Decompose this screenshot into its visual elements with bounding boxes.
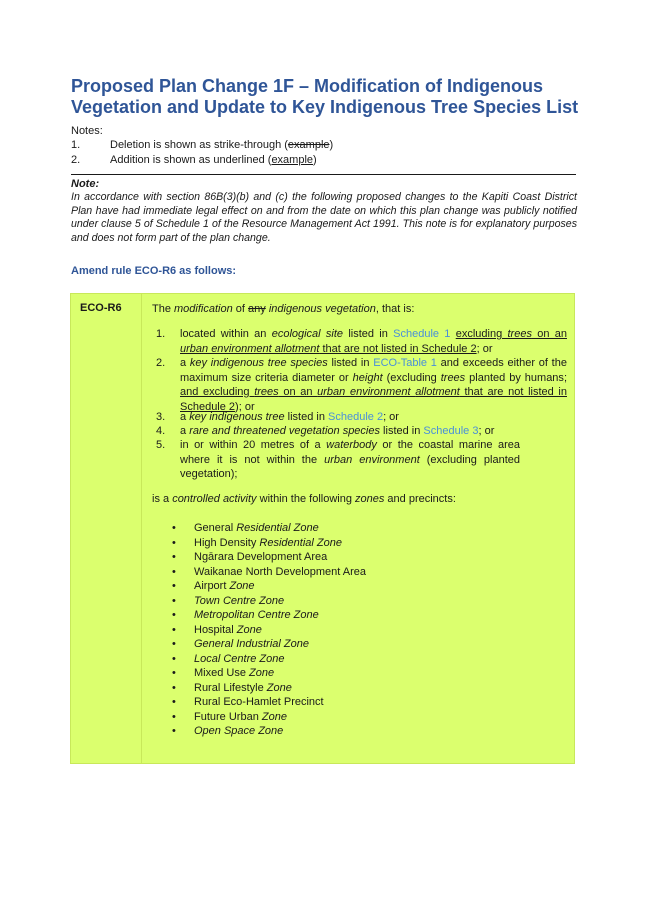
section-divider	[71, 174, 576, 175]
note-item-number: 2.	[71, 154, 81, 166]
note-body: In accordance with section 86B(3)(b) and (c) the following proposed changes to the Kapiti Coast District Plan have had immediate legal effect on and from the date on which this plan change was publicly notified under clause 5 of Schedule 1 of the Resource Management Act 1991. This note is for explanatory purposes and does not form part of the plan change.	[71, 191, 577, 244]
rule-activity: is a controlled activity within the following zones and precincts:	[152, 493, 456, 505]
page-title: Proposed Plan Change 1F – Modification of Indigenous Vegetation and Update to Key Indigenous Tree Species List	[71, 76, 579, 117]
notes-label: Notes:	[71, 125, 103, 137]
note-item-text: Deletion is shown as strike-through (example)	[110, 139, 334, 151]
note-heading: Note:	[71, 178, 100, 190]
rule-intro: The modification of any indigenous vegetation, that is:	[152, 303, 415, 315]
schedule-3-link[interactable]: Schedule 3	[423, 425, 479, 437]
note-item-text: Addition is shown as underlined (example)	[110, 154, 317, 166]
schedule-2-link[interactable]: Schedule 2	[328, 411, 384, 423]
note-item-number: 1.	[71, 139, 81, 151]
strike-example: example	[287, 139, 330, 151]
underline-example: example	[271, 154, 314, 166]
rule-table-divider	[141, 293, 142, 764]
rule-code: ECO-R6	[80, 302, 122, 314]
schedule-1-link[interactable]: Schedule 1	[393, 328, 451, 340]
eco-table-1-link[interactable]: ECO-Table 1	[373, 357, 437, 369]
amend-heading: Amend rule ECO-R6 as follows:	[71, 265, 237, 277]
